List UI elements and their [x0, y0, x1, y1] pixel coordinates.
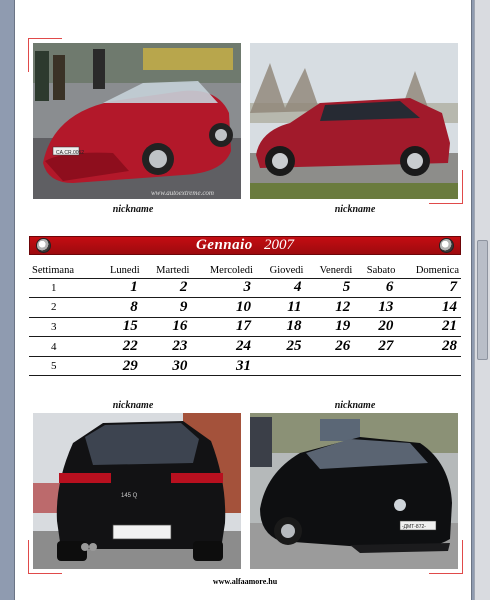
photo-top-left — [33, 43, 241, 199]
week-number: 4 — [29, 337, 97, 357]
day-cell: 6 — [354, 278, 397, 298]
day-cell: 20 — [354, 317, 397, 337]
day-cell: 4 — [255, 278, 305, 298]
photo-caption-top-left: nickname — [112, 204, 154, 215]
photo-top-right — [250, 43, 458, 199]
calendar-grid — [29, 263, 461, 376]
day-cell: 8 — [97, 298, 142, 318]
day-cell — [255, 356, 305, 376]
header-monday: Lunedi — [109, 264, 140, 276]
day-cell: 11 — [255, 298, 305, 318]
black-alfa-145-front-photo — [250, 413, 458, 569]
day-cell: 9 — [142, 298, 192, 318]
footer-url: www.alfaamore.hu — [212, 577, 278, 586]
day-cell: 5 — [305, 278, 354, 298]
day-cell: 2 — [142, 278, 192, 298]
day-cell: 7 — [397, 278, 461, 298]
week-number: 5 — [29, 356, 97, 376]
day-cell: 19 — [305, 317, 354, 337]
header-wednesday: Mercoledi — [209, 264, 253, 276]
day-cell: 1 — [97, 278, 142, 298]
day-cell: 29 — [97, 356, 142, 376]
day-cell: 17 — [191, 317, 255, 337]
photo-caption-bottom-right: nickname — [334, 400, 376, 411]
table-row — [29, 298, 461, 318]
week-number: 2 — [29, 298, 97, 318]
day-cell: 3 — [191, 278, 255, 298]
day-cell: 26 — [305, 337, 354, 357]
table-row — [29, 337, 461, 357]
red-alfa-145-side-photo — [250, 43, 458, 199]
header-week: Settimana — [32, 264, 74, 276]
table-row — [29, 317, 461, 337]
photo-caption-bottom-left: nickname — [112, 400, 154, 411]
header-friday: Venerdi — [319, 264, 353, 276]
month-title — [30, 237, 460, 254]
scrollbar-thumb[interactable] — [477, 240, 488, 360]
day-cell: 12 — [305, 298, 354, 318]
vertical-scrollbar[interactable] — [474, 0, 490, 600]
black-alfa-145-rear-photo — [33, 413, 241, 569]
day-cell — [397, 356, 461, 376]
day-cell: 28 — [397, 337, 461, 357]
red-alfa-145-front-photo — [33, 43, 241, 199]
day-cell: 21 — [397, 317, 461, 337]
day-cell: 18 — [255, 317, 305, 337]
day-cell: 10 — [191, 298, 255, 318]
header-sunday: Domenica — [415, 264, 459, 276]
day-cell: 25 — [255, 337, 305, 357]
header-saturday: Sabato — [366, 264, 396, 276]
day-cell: 22 — [97, 337, 142, 357]
day-cell: 23 — [142, 337, 192, 357]
front-plate-text: -ДМТ-872- — [402, 524, 426, 530]
photo-caption-top-right: nickname — [334, 204, 376, 215]
photo-watermark: www.autoextreme.com — [151, 189, 214, 197]
day-cell — [354, 356, 397, 376]
weekday-header-row — [29, 263, 461, 278]
day-cell: 16 — [142, 317, 192, 337]
day-cell: 15 — [97, 317, 142, 337]
day-cell: 27 — [354, 337, 397, 357]
day-cell — [305, 356, 354, 376]
week-number: 1 — [29, 278, 97, 298]
photo-bottom-right — [250, 413, 458, 569]
month-year: 2007 — [264, 237, 295, 253]
front-plate-text: CA.CR.0052 — [56, 150, 85, 156]
table-row — [29, 278, 461, 298]
header-thursday: Giovedi — [269, 264, 304, 276]
header-tuesday: Martedi — [156, 264, 190, 276]
alfa-romeo-logo-icon — [439, 238, 454, 253]
day-cell: 13 — [354, 298, 397, 318]
month-name: Gennaio — [195, 237, 253, 253]
photo-bottom-left — [33, 413, 241, 569]
table-row — [29, 356, 461, 376]
day-cell: 30 — [142, 356, 192, 376]
day-cell: 31 — [191, 356, 255, 376]
day-cell: 24 — [191, 337, 255, 357]
week-number: 3 — [29, 317, 97, 337]
rear-badge-text: 145 Q — [121, 493, 138, 499]
month-header-bar — [29, 236, 461, 255]
day-cell: 14 — [397, 298, 461, 318]
